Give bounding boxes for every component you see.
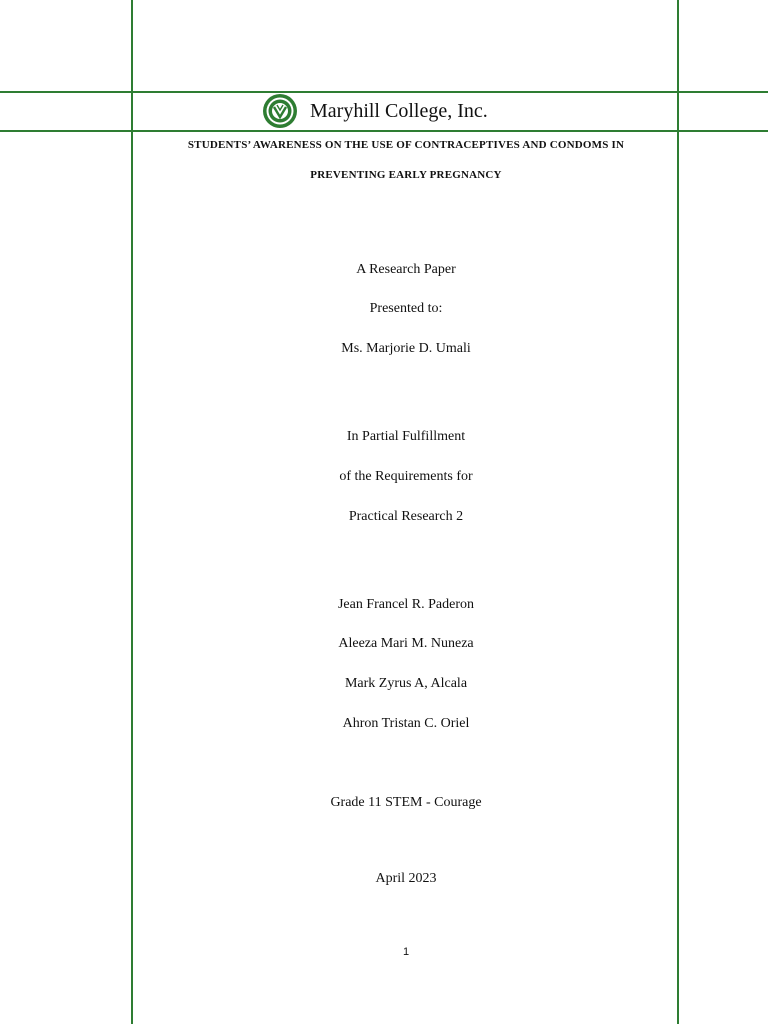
right-border-line: [677, 0, 679, 1024]
author-name: Ahron Tristan C. Oriel: [342, 716, 470, 731]
author-name: Mark Zyrus A, Alcala: [344, 676, 468, 691]
page-number: 1: [402, 946, 410, 958]
presented-to-label: Presented to:: [369, 301, 443, 316]
adviser-name: Ms. Marjorie D. Umali: [341, 341, 471, 356]
subject-name: Practical Research 2: [348, 509, 464, 524]
fulfillment-line-2: of the Requirements for: [339, 469, 473, 484]
college-seal-icon: [262, 93, 298, 129]
college-name: Maryhill College, Inc.: [310, 99, 488, 122]
paper-type: A Research Paper: [356, 262, 456, 277]
grade-section: Grade 11 STEM - Courage: [330, 795, 482, 810]
fulfillment-line-1: In Partial Fulfillment: [346, 429, 466, 444]
paper-title-line-1: STUDENTS’ AWARENESS ON THE USE OF CONTRACEPTIVES AND CONDOMS IN: [187, 139, 625, 151]
letterhead: [262, 92, 488, 130]
left-border-line: [131, 0, 133, 1024]
header-bottom-line: [0, 130, 768, 132]
paper-title-line-2: PREVENTING EARLY PREGNANCY: [310, 169, 502, 181]
author-name: Jean Francel R. Paderon: [337, 597, 475, 612]
submission-date: April 2023: [375, 871, 437, 886]
author-name: Aleeza Mari M. Nuneza: [338, 636, 474, 651]
